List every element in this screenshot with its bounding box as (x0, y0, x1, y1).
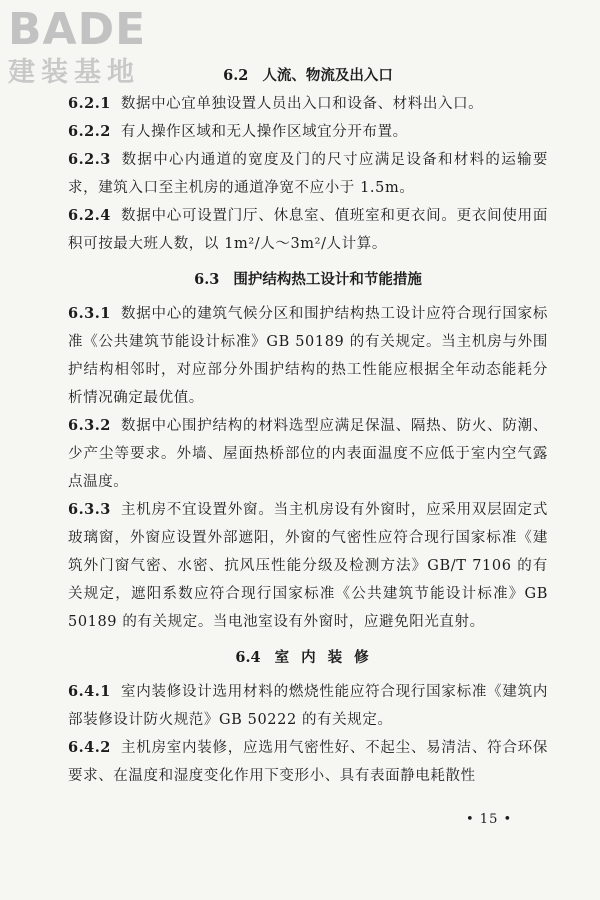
section-heading-6-3: 6.3 围护结构热工设计和节能措施 (194, 271, 422, 288)
clause-6-2-3: 6.2.3 数据中心内通道的宽度及门的尺寸应满足设备和材料的运输要求，建筑入口至主机房的通道净宽不应小于 1.5m。 (68, 151, 548, 196)
logo-subtitle: 建装基地 (8, 57, 140, 88)
clause-6-3-3: 6.3.3 主机房不宜设置外窗。当主机房设有外窗时，应采用双层固定式玻璃窗，外窗应设置外部遮阳，外窗的气密性应符合现行国家标准《建筑外门窗气密、水密、抗风压性能分级及检测方法》GB/T 7106 的有关规定，遮阳系数应符合现行国家标准《公共建筑节能设计标准》GB 50189 的有关规定。当电池室设有外窗时，应避免阳光直射。 (68, 501, 548, 630)
clause-6-2-4: 6.2.4 数据中心可设置门厅、休息室、值班室和更衣间。更衣间使用面积可按最大班人数，以 1m²/人～3m²/人计算。 (68, 207, 548, 252)
clause-6-3-2: 6.3.2 数据中心围护结构的材料选型应满足保温、隔热、防火、防潮、少产尘等要求。外墙、屋面热桥部位的内表面温度不应低于室内空气露点温度。 (68, 417, 548, 490)
clause-6-2-1: 6.2.1 数据中心宜单独设置人员出入口和设备、材料出入口。 (68, 95, 484, 112)
clause-6-4-2: 6.4.2 主机房室内装修，应选用气密性好、不起尘、易清洁、符合环保要求、在温度和湿度变化作用下变形小、具有表面静电耗散性 (68, 739, 548, 784)
clause-6-4-1: 6.4.1 室内装修设计选用材料的燃烧性能应符合现行国家标准《建筑内部装修设计防火规范》GB 50222 的有关规定。 (68, 683, 548, 728)
section-heading-6-2: 6.2 人流、物流及出入口 (223, 67, 393, 84)
page-number: • 15 • (466, 812, 513, 827)
clause-6-3-1: 6.3.1 数据中心的建筑气候分区和围护结构热工设计应符合现行国家标准《公共建筑节能设计标准》GB 50189 的有关规定。当主机房与外围护结构相邻时，对应部分外围护结构的热工性能应根据全年动态能耗分析情况确定最优值。 (68, 305, 548, 406)
logo-wordmark: BADE (8, 4, 147, 55)
clause-6-2-2: 6.2.2 有人操作区域和无人操作区域宜分开布置。 (68, 123, 408, 140)
page-content (68, 62, 548, 790)
section-heading-6-4: 6.4 室内装修 (235, 649, 381, 666)
